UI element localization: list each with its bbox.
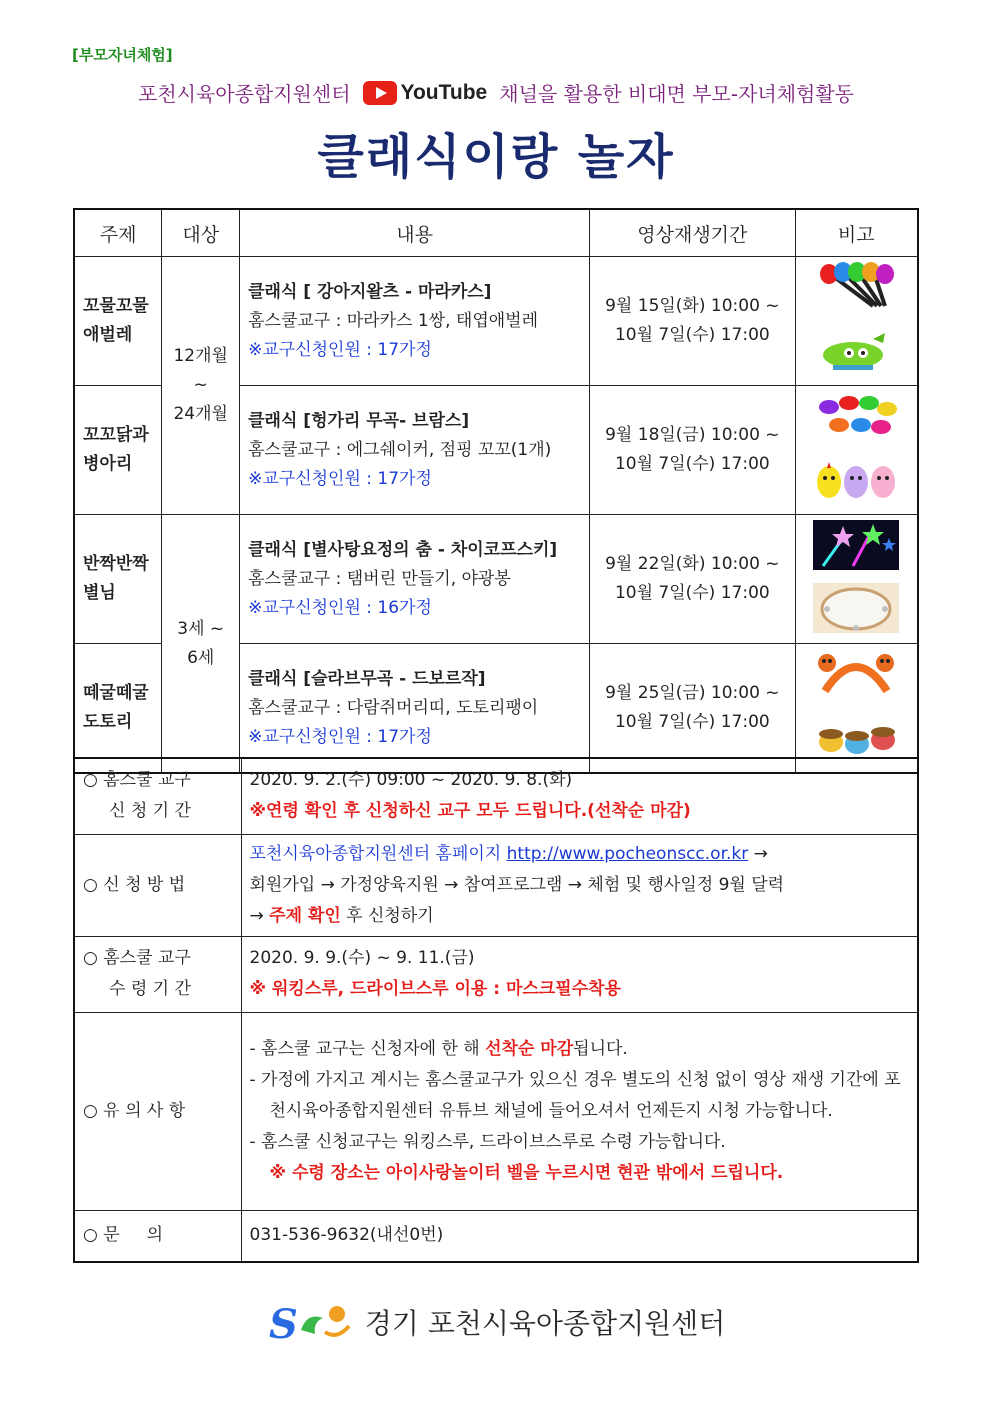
theme-line: 별님 xyxy=(83,583,116,603)
method-tail: 후 신청하기 xyxy=(346,905,434,926)
target-cell xyxy=(162,515,240,774)
period-start: 9월 25일(금) 10:00 ~ xyxy=(605,683,780,703)
period-cell xyxy=(590,257,796,386)
apply-notice: ※연령 확인 후 신청하신 교구 모두 드립니다.(선착순 마감) xyxy=(249,801,691,822)
subtitle-rest: 채널을 활용한 비대면 부모-자녀체험활동 xyxy=(499,82,854,106)
note-2: - 가정에 가지고 계시는 홈스쿨교구가 있으신 경우 별도의 신청 없이 영상 재생 기간에 포천시육아종합지원센터 유튜브 채널에 들어오셔서 언제든지 시청 가능합니다. xyxy=(249,1069,901,1121)
note-highlight: 선착순 마감 xyxy=(485,1038,574,1059)
center-name: 포천시육아종합지원센터 xyxy=(138,82,351,106)
arrow: → xyxy=(249,905,264,926)
table-row xyxy=(74,515,918,644)
period-end: 10월 7일(수) 17:00 xyxy=(614,583,770,603)
note-text: 됩니다. xyxy=(573,1038,628,1059)
center-logo-icon xyxy=(267,1300,355,1344)
contact-value: 031-536-9632(내선0번) xyxy=(241,1210,918,1262)
svg-text:S: S xyxy=(268,1301,298,1344)
class-name: 클래식 [별사탕요정의 춤 - 차이코프스키] xyxy=(248,539,558,560)
period-start: 9월 15일(화) 10:00 ~ xyxy=(605,296,780,316)
header-period: 영상재생기간 xyxy=(590,209,796,257)
period-cell xyxy=(590,515,796,644)
table-header-row xyxy=(74,209,918,257)
theme-line: 꼬꼬닭과 xyxy=(83,425,149,445)
jumping-chick-image xyxy=(813,454,899,504)
period-cell xyxy=(590,386,796,515)
info-value xyxy=(241,758,918,834)
class-name: 클래식 [슬라브무곡 - 드보르작] xyxy=(248,668,486,689)
class-apply-count: ※교구신청인원 : 16가정 xyxy=(248,597,432,618)
info-row-apply-period xyxy=(74,758,918,834)
glow-stick-image xyxy=(813,520,899,570)
footer xyxy=(0,1300,992,1344)
class-tools: 홈스쿨교구 : 다람쥐머리띠, 도토리팽이 xyxy=(248,697,539,718)
method-line-2: 회원가입 → 가정양육지원 → 참여프로그램 → 체험 및 행사일정 9월 달력 xyxy=(249,874,785,895)
subtitle xyxy=(0,78,992,107)
info-label: ○ 문 의 xyxy=(74,1210,241,1262)
receive-dates: 2020. 9. 9.(수) ~ 9. 11.(금) xyxy=(249,948,475,968)
youtube-play-icon xyxy=(363,81,397,105)
class-apply-count: ※교구신청인원 : 17가정 xyxy=(248,468,432,489)
homepage-name: 포천시육아종합지원센터 홈페이지 xyxy=(249,843,502,864)
theme-line: 병아리 xyxy=(83,454,133,474)
info-value xyxy=(241,834,918,936)
period-cell xyxy=(590,644,796,774)
theme-line: 꼬물꼬물 xyxy=(83,296,149,316)
note-1 xyxy=(250,1034,910,1065)
class-tools: 홈스쿨교구 : 탬버린 만들기, 야광봉 xyxy=(248,568,511,589)
target-cell xyxy=(162,257,240,515)
target-to: 24개월 xyxy=(173,404,228,424)
info-row-receive xyxy=(74,936,918,1012)
period-end: 10월 7일(수) 17:00 xyxy=(614,325,770,345)
receive-notice: ※ 워킹스루, 드라이브스루 이용 : 마스크필수착용 xyxy=(249,979,621,999)
target-from: 12개월 xyxy=(173,346,228,366)
note-cell xyxy=(795,644,918,774)
period-end: 10월 7일(수) 17:00 xyxy=(614,712,770,732)
theme-line: 애벌레 xyxy=(83,325,133,345)
info-label xyxy=(74,758,241,834)
info-label: ○ 신 청 방 법 xyxy=(74,834,241,936)
note-cell xyxy=(795,515,918,644)
target-from: 3세 ~ xyxy=(177,618,225,639)
class-apply-count: ※교구신청인원 : 17가정 xyxy=(248,339,432,360)
class-name: 클래식 [헝가리 무곡- 브람스] xyxy=(248,410,470,431)
tambourine-image xyxy=(813,583,899,633)
info-value xyxy=(241,936,918,1012)
info-value xyxy=(241,1012,918,1210)
maracas-image xyxy=(813,262,899,312)
header-target: 대상 xyxy=(162,209,240,257)
note-cell xyxy=(795,386,918,515)
info-row-method xyxy=(74,834,918,936)
youtube-logo xyxy=(363,81,488,105)
class-tools: 홈스쿨교구 : 에그쉐이커, 점핑 꼬꼬(1개) xyxy=(248,439,552,460)
label-line: ○ 홈스쿨 교구 xyxy=(83,948,191,968)
egg-shaker-image xyxy=(813,391,899,441)
note-text: - 홈스쿨 교구는 신청자에 한 해 xyxy=(249,1038,480,1059)
info-table xyxy=(73,757,919,1263)
method-line-1 xyxy=(250,839,910,870)
target-to: 6세 xyxy=(187,647,215,668)
period-end: 10월 7일(수) 17:00 xyxy=(614,454,770,474)
method-line-3 xyxy=(250,901,910,932)
target-sep: ~ xyxy=(193,375,208,395)
content-cell xyxy=(240,257,590,386)
header-theme: 주제 xyxy=(74,209,162,257)
theme-line: 떼굴떼굴 xyxy=(83,683,149,703)
table-row xyxy=(74,257,918,386)
label-line: ○ 홈스쿨 교구 xyxy=(83,770,191,791)
acorn-top-image xyxy=(813,712,899,762)
class-tools: 홈스쿨교구 : 마라카스 1쌍, 태엽애벌레 xyxy=(248,310,539,331)
content-cell xyxy=(240,644,590,774)
homepage-link[interactable]: http://www.pocheonscc.or.kr xyxy=(506,843,749,864)
page-title: 클래식이랑 놀자 xyxy=(317,129,675,185)
content-cell xyxy=(240,386,590,515)
apply-dates: 2020. 9. 2.(수) 09:00 ~ 2020. 9. 8.(화) xyxy=(249,770,573,791)
check-topic: 주제 확인 xyxy=(269,905,341,926)
footer-center-name: 경기 포천시육아종합지원센터 xyxy=(364,1307,726,1340)
info-row-notes xyxy=(74,1012,918,1210)
theme-cell xyxy=(74,386,162,515)
content-cell xyxy=(240,515,590,644)
category-tag: [부모자녀체험] xyxy=(72,46,173,64)
info-label xyxy=(74,936,241,1012)
theme-line: 반짝반짝 xyxy=(83,554,149,574)
note-3: - 홈스쿨 신청교구는 워킹스루, 드라이브스루로 수령 가능합니다. xyxy=(249,1131,726,1152)
class-name: 클래식 [ 강아지왈츠 - 마라카스] xyxy=(248,281,492,302)
theme-cell xyxy=(74,515,162,644)
info-label: ○ 유 의 사 항 xyxy=(74,1012,241,1210)
squirrel-headband-image xyxy=(813,649,899,699)
header-content: 내용 xyxy=(240,209,590,257)
label-line: 수 령 기 간 xyxy=(109,979,191,999)
class-apply-count: ※교구신청인원 : 17가정 xyxy=(248,726,432,747)
theme-cell xyxy=(74,257,162,386)
theme-line: 도토리 xyxy=(83,712,133,732)
period-start: 9월 22일(화) 10:00 ~ xyxy=(605,554,780,574)
note-cell xyxy=(795,257,918,386)
header-note: 비고 xyxy=(795,209,918,257)
note-4: ※ 수령 장소는 아이사랑놀이터 벨을 누르시면 현관 밖에서 드립니다. xyxy=(269,1162,784,1183)
caterpillar-image xyxy=(813,325,899,375)
arrow: → xyxy=(753,843,768,864)
period-start: 9월 18일(금) 10:00 ~ xyxy=(605,425,780,445)
label-line: 신 청 기 간 xyxy=(109,801,191,822)
info-row-contact xyxy=(74,1210,918,1262)
schedule-table xyxy=(73,208,919,774)
youtube-wordmark: YouTube xyxy=(400,80,488,104)
theme-cell xyxy=(74,644,162,774)
